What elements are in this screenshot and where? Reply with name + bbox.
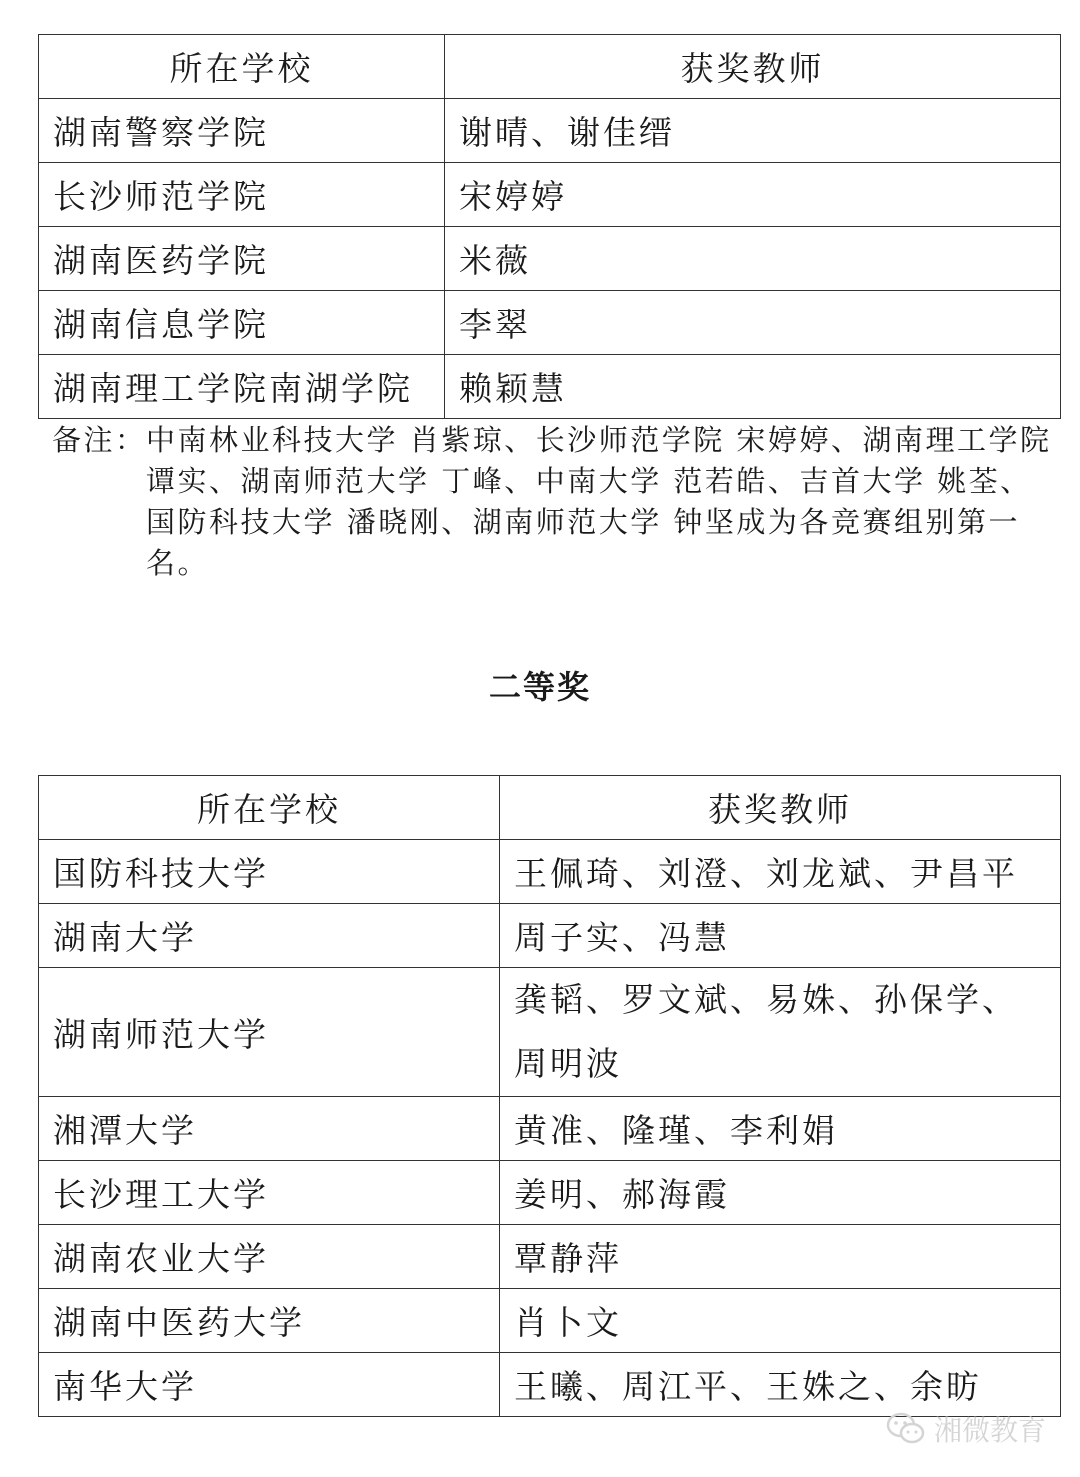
table-header-row [39,35,1061,99]
teacher-cell: 肖卜文 [500,1289,1061,1353]
remarks-label: 备注： [52,423,147,457]
table-row [39,355,1061,419]
table-row [39,1225,1061,1289]
teacher-cell: 米薇 [445,227,1061,291]
table-row [39,99,1061,163]
table-row [39,291,1061,355]
teacher-cell: 李翠 [445,291,1061,355]
school-cell: 湘潭大学 [39,1097,500,1161]
remarks-line: 谭实、湖南师范大学 丁峰、中南大学 范若皓、吉首大学 姚荃、 [146,464,1032,498]
school-cell: 长沙理工大学 [39,1161,500,1225]
school-cell: 湖南师范大学 [39,968,500,1097]
school-cell: 湖南医药学院 [39,227,445,291]
school-cell: 南华大学 [39,1353,500,1417]
table-row [39,227,1061,291]
school-cell: 湖南中医药大学 [39,1289,500,1353]
school-cell: 湖南信息学院 [39,291,445,355]
teacher-column-header: 获奖教师 [445,35,1061,99]
teacher-cell: 周子实、冯慧 [500,904,1061,968]
table-row [39,904,1061,968]
teacher-cell: 姜明、郝海霞 [500,1161,1061,1225]
remarks-line: 国防科技大学 潘晓刚、湖南师范大学 钟坚成为各竞赛组别第一 [146,505,1020,539]
table-row [39,1161,1061,1225]
school-cell: 湖南农业大学 [39,1225,500,1289]
wechat-icon [886,1412,926,1446]
second-award-table [38,775,1061,1417]
school-column-header: 所在学校 [39,35,445,99]
table-row [39,163,1061,227]
remarks-line: 名。 [146,546,210,580]
second-award-heading: 二等奖 [488,668,591,706]
watermark [886,1409,1046,1449]
teacher-cell: 宋婷婷 [445,163,1061,227]
remarks-line: 中南林业科技大学 肖紫琼、长沙师范学院 宋婷婷、湖南理工学院 [146,423,1052,457]
teacher-cell: 谢晴、谢佳缙 [445,99,1061,163]
school-cell: 湖南理工学院南湖学院 [39,355,445,419]
table-row [39,1289,1061,1353]
table-row [39,968,1061,1097]
teacher-cell: 龚韬、罗文斌、易姝、孙保学、周明波 [500,968,1061,1097]
remarks-note [52,420,1052,584]
school-cell: 湖南警察学院 [39,99,445,163]
watermark-text: 湘微教育 [933,1414,1046,1447]
table-header-row [39,776,1061,840]
table-row [39,1097,1061,1161]
table-row [39,1353,1061,1417]
school-cell: 湖南大学 [39,904,500,968]
teacher-cell: 赖颖慧 [445,355,1061,419]
teacher-cell: 王曦、周江平、王姝之、余昉 [500,1353,1061,1417]
teacher-cell: 覃静萍 [500,1225,1061,1289]
teacher-cell: 王佩琦、刘澄、刘龙斌、尹昌平 [500,840,1061,904]
school-cell: 长沙师范学院 [39,163,445,227]
school-cell: 国防科技大学 [39,840,500,904]
table-row [39,840,1061,904]
first-award-table [38,34,1061,419]
school-column-header: 所在学校 [39,776,500,840]
teacher-column-header: 获奖教师 [500,776,1061,840]
teacher-cell: 黄准、隆瑾、李利娟 [500,1097,1061,1161]
